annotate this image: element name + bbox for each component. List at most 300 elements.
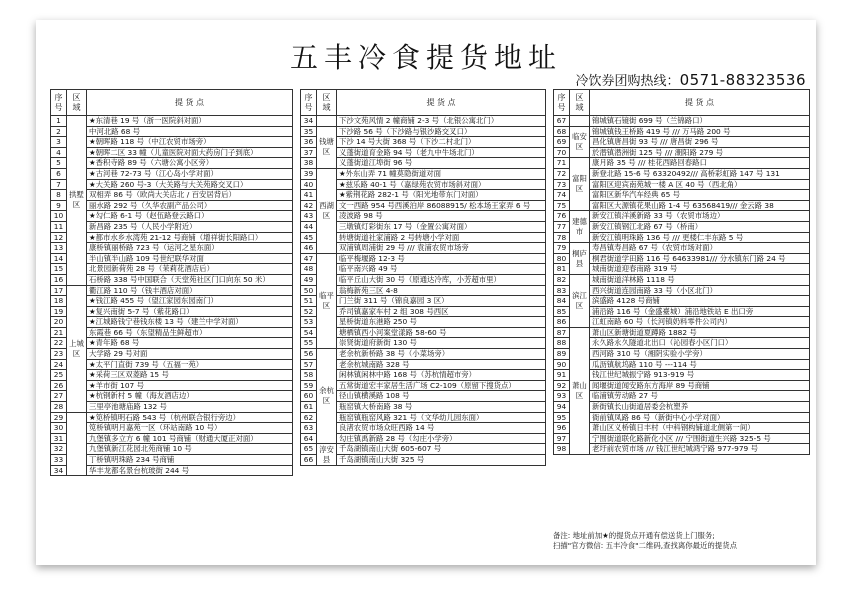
table-row [554, 126, 810, 137]
table-row [51, 455, 293, 466]
address-cell: 华丰龙都名景台杭玻街 244 号 [87, 465, 293, 476]
table-row [554, 116, 810, 127]
row-number: 29 [51, 412, 67, 423]
table-row [301, 190, 546, 201]
address-cell: 康月路 35 号 /// 桂花西路回春路口 [590, 158, 810, 169]
table-row [51, 253, 293, 264]
table-row [554, 306, 810, 317]
row-number: 92 [554, 380, 570, 391]
table-row [51, 412, 293, 423]
row-number: 30 [51, 423, 67, 434]
table-row [301, 179, 546, 190]
address-table-3 [553, 89, 810, 455]
address-cell: ★朝晖二区 33 幢（儿童医院对面大药房门子到底） [87, 147, 293, 158]
row-number: 76 [554, 211, 570, 222]
table-row [301, 126, 546, 137]
table-row [51, 444, 293, 455]
header-no: 序号 [554, 90, 570, 116]
row-number: 32 [51, 444, 67, 455]
row-number: 47 [301, 253, 317, 264]
row-number: 24 [51, 359, 67, 370]
table-row [301, 243, 546, 254]
address-cell: 寿昌镇寿昌路 67 号（农贸市场对面） [590, 243, 810, 254]
table-row [554, 158, 810, 169]
address-cell: 东霞巷 66 号（东望精品生鲜超市） [87, 327, 293, 338]
address-cell: 义蓬街道育金路 94 号（老九中牛场北门） [337, 147, 546, 158]
table-row [301, 433, 546, 444]
district-cell: 富阳区 [570, 158, 590, 211]
row-number: 39 [301, 168, 317, 179]
address-cell: 千岛湖镇南山大街 325 号 [337, 455, 546, 466]
table-row [51, 168, 293, 179]
hotline-number: 0571-88323536 [679, 71, 806, 89]
address-cell: 丽水路 292 号（久华农副产品公司） [87, 200, 293, 211]
row-number: 5 [51, 158, 67, 169]
table-row [301, 211, 546, 222]
table-body-3 [554, 116, 810, 455]
row-number: 15 [51, 264, 67, 275]
table-row [51, 296, 293, 307]
hotline-label: 冷饮券团购热线： [575, 74, 680, 89]
row-number: 37 [301, 147, 317, 158]
table-row [301, 285, 546, 296]
address-cell: 富阳区新华汽车经典 65 号 [590, 190, 810, 201]
table-row [51, 147, 293, 158]
row-number: 34 [301, 116, 317, 127]
address-cell: ★羊市街 107 号 [87, 380, 293, 391]
row-number: 8 [51, 190, 67, 201]
table-row [301, 423, 546, 434]
table-row [554, 349, 810, 360]
row-number: 17 [51, 285, 67, 296]
table-row [51, 137, 293, 148]
table-row [301, 455, 546, 466]
district-cell: 临安区 [570, 126, 590, 158]
address-cell: 翁梅新苑三区 4-8 [337, 285, 546, 296]
address-cell: 乔司镇嘉家车村 2 组 308 号西区 [337, 306, 546, 317]
table-row [301, 264, 546, 275]
address-cell: 老余杭城南路 328 号 [337, 359, 546, 370]
table-row [301, 391, 546, 402]
address-cell: 新昌路 235 号（人民小学附近） [87, 221, 293, 232]
address-cell: 临浦镇劳动路 27 号 [590, 391, 810, 402]
table-row [51, 264, 293, 275]
address-cell: 昌化镇唐昌街 93 号 /// 唐昌街 296 号 [590, 137, 810, 148]
address-cell: 新登北路 15-6 号 63320492/// 高桥彩虹路 147 号 131 [590, 168, 810, 179]
address-cell: ★太平门直街 739 号（五福一苑） [87, 359, 293, 370]
address-table-2 [300, 89, 546, 466]
row-number: 26 [51, 380, 67, 391]
address-cell: 中河北路 68 号 [87, 126, 293, 137]
district-cell: 桐庐县 [570, 243, 590, 275]
table-row [554, 444, 810, 455]
address-cell: 大学路 29 号对面 [87, 349, 293, 360]
row-number: 23 [51, 349, 67, 360]
row-number: 63 [301, 423, 317, 434]
table-row [554, 274, 810, 285]
table-row [301, 232, 546, 243]
table-row [301, 137, 546, 148]
table-row [51, 306, 293, 317]
row-number: 61 [301, 402, 317, 413]
table-row [51, 285, 293, 296]
row-number: 42 [301, 200, 317, 211]
address-cell: ★青年路 68 号 [87, 338, 293, 349]
address-cell: 下沙路 56 号（下沙路与银沙路交叉口） [337, 126, 546, 137]
row-number: 55 [301, 338, 317, 349]
address-cell: 江虹南路 60 号（长河镇奶料零件公司内） [590, 317, 810, 328]
row-number: 4 [51, 147, 67, 158]
row-number: 20 [51, 317, 67, 328]
row-number: 96 [554, 423, 570, 434]
address-cell: 笕桥镇明月嘉苑一区（环站南路 10 号） [87, 423, 293, 434]
address-cell: 双浦镇周浦街 29 号 /// 袁浦农贸市场旁 [337, 243, 546, 254]
address-cell: 崇贤街道府新街 130 号 [337, 338, 546, 349]
row-number: 75 [554, 200, 570, 211]
row-number: 56 [301, 349, 317, 360]
row-number: 67 [554, 116, 570, 127]
row-number: 28 [51, 402, 67, 413]
table-row [554, 147, 810, 158]
row-number: 46 [301, 243, 317, 254]
row-number: 3 [51, 137, 67, 148]
row-number: 72 [554, 168, 570, 179]
table-row [51, 211, 293, 222]
row-number: 14 [51, 253, 67, 264]
row-number: 51 [301, 296, 317, 307]
table-row [554, 179, 810, 190]
table-row [554, 168, 810, 179]
address-cell: 半山镇半山路 109 号世纪联华对面 [87, 253, 293, 264]
address-cell: 转塘街道社家浦路 2 号转塘小学对面 [337, 232, 546, 243]
table-row [301, 317, 546, 328]
row-number: 44 [301, 221, 317, 232]
table-row [301, 274, 546, 285]
row-number: 25 [51, 370, 67, 381]
table-row [301, 158, 546, 169]
district-cell: 临平区 [317, 253, 337, 348]
address-cell: ★勾仁路 6-1 号（赵伍路登云路口） [87, 211, 293, 222]
address-cell: 瓶窑镇大桥南路 38 号 [337, 402, 546, 413]
table-row [301, 116, 546, 127]
row-number: 57 [301, 359, 317, 370]
table-row [51, 243, 293, 254]
address-sheet [36, 20, 816, 565]
district-cell [317, 116, 337, 127]
address-cell: 下沙 14 号大街 368 号（下沙二村北门） [337, 137, 546, 148]
row-number: 70 [554, 147, 570, 158]
table-row [554, 338, 810, 349]
row-number: 77 [554, 221, 570, 232]
table-row [51, 349, 293, 360]
address-cell: 丁桥镇明珠路 234 号商铺 [87, 455, 293, 466]
row-number: 82 [554, 274, 570, 285]
header-district: 区域 [67, 90, 87, 116]
row-number: 84 [554, 296, 570, 307]
table-row [51, 179, 293, 190]
header-address: 提 货 点 [590, 90, 810, 116]
row-number: 62 [301, 412, 317, 423]
row-number: 78 [554, 232, 570, 243]
table-row [51, 126, 293, 137]
address-cell: 三墩镇灯彩街东 17 号（金置公寓对面） [337, 221, 546, 232]
row-number: 41 [301, 190, 317, 201]
row-number: 48 [301, 264, 317, 275]
row-number: 16 [51, 274, 67, 285]
address-cell: 良渚农贸市场众旺西路 14 号 [337, 423, 546, 434]
table-row [301, 412, 546, 423]
table-row [51, 359, 293, 370]
row-number: 87 [554, 327, 570, 338]
table-row [51, 391, 293, 402]
header-no: 序号 [301, 90, 317, 116]
address-cell: 锦城镇钱王桥路 419 号 /// 万马路 200 号 [590, 126, 810, 137]
table-row [51, 158, 293, 169]
row-number: 59 [301, 380, 317, 391]
address-cell: 宁围街道联化路新化小区 /// 宁围街道生兴路 325-5 号 [590, 433, 810, 444]
district-cell: 萧山区 [570, 327, 590, 454]
row-number: 86 [554, 317, 570, 328]
table-row [51, 274, 293, 285]
address-cell: 临平南兴路 49 号 [337, 264, 546, 275]
table-row [554, 402, 810, 413]
address-cell: ★杭钢新村 5 幢（海友酒店边） [87, 391, 293, 402]
row-number: 22 [51, 338, 67, 349]
address-cell: 义蓬街道江埠街 96 号 [337, 158, 546, 169]
row-number: 98 [554, 444, 570, 455]
row-number: 54 [301, 327, 317, 338]
address-cell: 新安江镇钢江北路 67 号（桥南） [590, 221, 810, 232]
row-number: 35 [301, 126, 317, 137]
table-row [554, 412, 810, 423]
address-cell: 临平丘山大街 30 号（原通达冷库，小芳超市里） [337, 274, 546, 285]
address-cell: ★香积寺路 89 号（六塘公寓小区旁） [87, 158, 293, 169]
row-number: 79 [554, 243, 570, 254]
table-body-2 [301, 116, 546, 466]
row-number: 91 [554, 370, 570, 381]
address-cell: ★古河巷 72-73 号（江心岛小学对面） [87, 168, 293, 179]
district-cell: 余杭区 [317, 349, 337, 444]
table-row [301, 338, 546, 349]
table-row [51, 190, 293, 201]
district-cell: 拱墅区 [67, 116, 87, 286]
address-cell: 新街镇长山街道居委会杭塑养 [590, 402, 810, 413]
district-cell: 滨江区 [570, 274, 590, 327]
table-row [554, 253, 810, 264]
district-cell: 淳安县 [317, 444, 337, 465]
table-row [554, 327, 810, 338]
row-number: 40 [301, 179, 317, 190]
address-cell: 北景园新荷苑 28 号（茉莉花酒店后） [87, 264, 293, 275]
table-row [554, 423, 810, 434]
address-cell: 新安江镇洋溪新路 33 号（农贸市场边） [590, 211, 810, 222]
row-number: 73 [554, 179, 570, 190]
address-cell: ★江城路钱宁巷钱东楼 13 号（建兰中学对面） [87, 317, 293, 328]
table-row [554, 232, 810, 243]
table-row [51, 402, 293, 413]
row-number: 83 [554, 285, 570, 296]
row-number: 93 [554, 391, 570, 402]
header-address: 提 货 点 [87, 90, 293, 116]
table-row [554, 137, 810, 148]
address-cell: 五常街道宏丰家居生活广场 C2-109（原留下搜货点） [337, 380, 546, 391]
row-number: 85 [554, 306, 570, 317]
row-number: 81 [554, 264, 570, 275]
table-row [51, 232, 293, 243]
address-cell: ★紫荆花路 282-1 号（阳光地带东门对面） [337, 190, 546, 201]
table-row [51, 200, 293, 211]
address-cell: 下沙文苑风情 2 幢商铺 2-3 号（北银公寓北门） [337, 116, 546, 127]
address-cell: 塘栖镇西小河案堂漾路 58-60 号 [337, 327, 546, 338]
address-cell: 永久路永久隧道北出口（沁园春小区门口） [590, 338, 810, 349]
address-cell: 石桥路 338 号中国联合（天堂苑社区门口向东 50 米） [87, 274, 293, 285]
address-cell: 门兰街 311 号（锦良嘉园 3 区） [337, 296, 546, 307]
table-row [554, 200, 810, 211]
table-row [51, 327, 293, 338]
row-number: 74 [554, 190, 570, 201]
address-cell: 锦城镇石镜街 699 号（兰锦路口） [590, 116, 810, 127]
table-row [301, 168, 546, 179]
address-cell: 临平梅堰路 12-3 号 [337, 253, 546, 264]
table-row [301, 359, 546, 370]
row-number: 68 [554, 126, 570, 137]
address-cell: 於潜镇潜洲街 125 号 /// 潮阳路 279 号 [590, 147, 810, 158]
row-number: 33 [51, 455, 67, 466]
address-cell: 文一西路 954 号西溪泊岸 86088915/ 松本场王家弄 6 号 [337, 200, 546, 211]
row-number: 49 [301, 274, 317, 285]
row-number: 9 [51, 200, 67, 211]
address-cell: 瓶窑镇瓶窑风路 321 号（文华幼儿园东面） [337, 412, 546, 423]
row-number: 60 [301, 391, 317, 402]
address-cell: 九堡镇新江花园北苑商铺 10 号 [87, 444, 293, 455]
address-cell: ★大关路 260 号-3（大关路与大关苑路交叉口） [87, 179, 293, 190]
address-cell: ★朝晖路 118 号（中江农贸市场旁） [87, 137, 293, 148]
row-number: 12 [51, 232, 67, 243]
table-row [554, 190, 810, 201]
row-number: 6 [51, 168, 67, 179]
address-cell: 萧山区义桥镇日丰村（中科钢构铺道北侧第一间） [590, 423, 810, 434]
footnote-line: 备注: 地址前加★的提货点开通有偿送货上门服务; [553, 531, 715, 540]
address-cell: 城南街道迎春南路 319 号 [590, 264, 810, 275]
table-row [51, 116, 293, 127]
table-row [554, 243, 810, 254]
row-number: 89 [554, 349, 570, 360]
address-cell: 瓜沥镇航坞路 110 号 ---114 号 [590, 359, 810, 370]
table-row [51, 380, 293, 391]
row-number: 50 [301, 285, 317, 296]
address-cell: 勾庄镇禹新路 28 号（勾庄小学旁） [337, 433, 546, 444]
address-cell: 钱江世纪城振宁路 913-919 号 [590, 370, 810, 381]
table-row [51, 465, 293, 476]
footnote-line: 扫描"官方微信: 五丰冷食"二维码,查找离你最近的提货点 [553, 541, 737, 550]
header-district: 区域 [570, 90, 590, 116]
address-cell: 径山镇横溪路 108 号 [337, 391, 546, 402]
row-number: 45 [301, 232, 317, 243]
table-row [301, 147, 546, 158]
table-row [301, 370, 546, 381]
district-cell [67, 412, 87, 476]
address-cell: 闲林镇闲林中路 168 号（苏杭情超市旁） [337, 370, 546, 381]
table-row [301, 296, 546, 307]
address-cell: 康桥镇丽桥路 723 号（运河之星东面） [87, 243, 293, 254]
table-row [51, 338, 293, 349]
address-cell: 凌波路 98 号 [337, 211, 546, 222]
address-cell: 闻堰街道闻安路东方海岸 89 号商铺 [590, 380, 810, 391]
row-number: 43 [301, 211, 317, 222]
table-row [51, 423, 293, 434]
table-row [301, 200, 546, 211]
table-row [301, 380, 546, 391]
header-address: 提 货 点 [337, 90, 546, 116]
header-no: 序号 [51, 90, 67, 116]
row-number: 36 [301, 137, 317, 148]
row-number: 97 [554, 433, 570, 444]
address-cell: 富阳区大源镇花果山路 1-4 号 63568419/// 金云路 38 [590, 200, 810, 211]
table-row [554, 370, 810, 381]
address-table-1 [50, 89, 293, 476]
table-row [301, 444, 546, 455]
table-row [301, 402, 546, 413]
row-number: 38 [301, 158, 317, 169]
district-cell: 上城区 [67, 285, 87, 412]
address-cell: 老圩前农贸市场 /// 钱江世纪城鸿宁路 977-979 号 [590, 444, 810, 455]
row-number: 52 [301, 306, 317, 317]
table-row [554, 296, 810, 307]
table-row [554, 285, 810, 296]
row-number: 88 [554, 338, 570, 349]
district-cell: 钱塘区 [317, 126, 337, 168]
hotline [576, 70, 806, 89]
table-row [301, 349, 546, 360]
table-row [301, 253, 546, 264]
row-number: 7 [51, 179, 67, 190]
row-number: 95 [554, 412, 570, 423]
row-number: 53 [301, 317, 317, 328]
table-row [51, 433, 293, 444]
table-row [301, 327, 546, 338]
address-cell: 西河路 310 号（湘阴实验小学旁） [590, 349, 810, 360]
table-row [51, 221, 293, 232]
row-number: 94 [554, 402, 570, 413]
address-cell: 衙前镇凤路 86 号（新街中心小学对面） [590, 412, 810, 423]
address-cell: 双相弄 86 号（欧尚大关店北 / 百安居背后） [87, 190, 293, 201]
address-cell: ★钱江路 455 号（望江家园东园南门） [87, 296, 293, 307]
address-cell: 新安江镇明珠路 136 号 /// 更楼仁丰东路 5 号 [590, 232, 810, 243]
address-cell: ★笕桥镇明石路 543 号（杭州联合银行旁边） [87, 412, 293, 423]
page-title: 五丰冷食提货地址 [289, 41, 562, 74]
row-number: 13 [51, 243, 67, 254]
address-cell: ★都市水乡水湾苑 21-12 号商铺（增祥街长阳路口） [87, 232, 293, 243]
row-number: 19 [51, 306, 67, 317]
address-cell: 千岛湖镇南山大街 605-607 号 [337, 444, 546, 455]
row-number: 18 [51, 296, 67, 307]
address-cell: 浦沿路 116 号（金盛臺城）浦沿地铁站 E 出口旁 [590, 306, 810, 317]
district-cell: 建德市 [570, 211, 590, 243]
row-number: 58 [301, 370, 317, 381]
address-cell: 西兴街道连园南路 33 号（小区北门） [590, 285, 810, 296]
row-number: 80 [554, 253, 570, 264]
address-cell: ★复兴南街 5-7 号（紫花路口） [87, 306, 293, 317]
address-cell: ★东清巷 19 号（浙一医院斜对面） [87, 116, 293, 127]
row-number: 66 [301, 455, 317, 466]
row-number: 65 [301, 444, 317, 455]
table-row [554, 211, 810, 222]
table-row [554, 359, 810, 370]
address-cell: 滨盛路 4128 号商铺 [590, 296, 810, 307]
row-number: 2 [51, 126, 67, 137]
address-cell: 三里亭池塘庙路 132 号 [87, 402, 293, 413]
row-number: 27 [51, 391, 67, 402]
